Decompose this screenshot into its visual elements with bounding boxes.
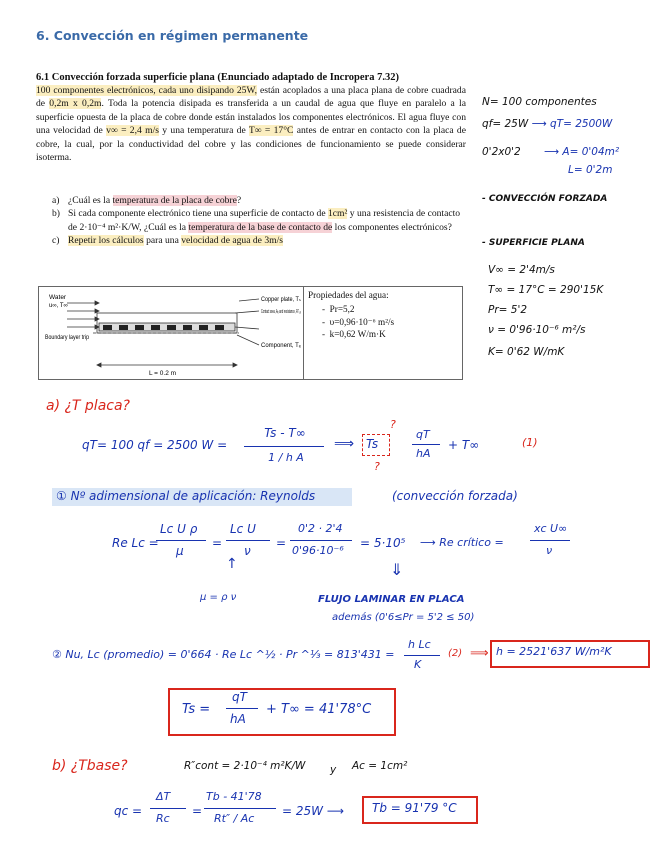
nu-frac-bar xyxy=(404,655,440,656)
highlight-area: 1cm² xyxy=(327,208,348,220)
eq1-numerator: Ts - T∞ xyxy=(264,426,306,440)
prandtl-range: además (0'6≤Pr = 5'2 ≤ 50) xyxy=(332,612,475,623)
part-a-title: a) ¿T placa? xyxy=(46,398,130,414)
question-list xyxy=(52,194,464,248)
highlight-dimensions: 0,2m x 0,2m xyxy=(49,98,102,110)
note-power: qf= 25W ⟶ qT= 2500W xyxy=(482,118,613,130)
re-f2-bar xyxy=(226,540,270,541)
eq1-denominator: 1 / h A xyxy=(268,451,304,464)
ts-frac-bar xyxy=(226,708,258,709)
highlight-repeat: Repetir los cálculos xyxy=(68,235,144,247)
part-b-title: b) ¿Tbase? xyxy=(52,758,128,774)
note-velocity: V∞ = 2'4m/s xyxy=(488,264,555,276)
boundary-label: Boundary layer trip xyxy=(45,335,90,341)
eq1-fraction-bar xyxy=(244,446,324,447)
note-components: N= 100 componentes xyxy=(482,96,597,108)
question-c: c) Repetir los cálculos para una velocidad de agua de 3m/s xyxy=(52,235,283,247)
properties-title: Propiedades del agua: xyxy=(308,290,389,300)
tb-result: Tb = 91'79 °C xyxy=(372,801,457,815)
re-critical: ⟶ Re crítico = xyxy=(420,536,504,549)
highlight-components: 100 componentes electrónicos, cada uno disipando 25W, xyxy=(36,85,258,96)
qc-f1-den: Rc xyxy=(156,812,170,825)
statement-text: . Toda la potencia disipada es transferida a un caudal de agua que fluye en paralelo a la superficie opuesta de la placa de cobre donde están instalados los componentes electrónicos. El agua fluye con una velocidad de xyxy=(36,98,466,137)
contact-label: Contact area, Aₑ and resistance, R″ₜ,ₑ xyxy=(261,309,301,315)
property-item: - υ=0,96·10⁻⁶ m²/s xyxy=(322,316,395,327)
eq1-ts: Ts xyxy=(366,437,379,451)
eq1-rest: + T∞ xyxy=(448,438,480,452)
property-item: - k=0,62 W/m·K xyxy=(322,329,386,340)
copper-label: Copper plate, Tₛ xyxy=(261,297,301,303)
note-viscosity: ν = 0'96·10⁻⁶ m²/s xyxy=(488,324,586,336)
re-f3-bar xyxy=(290,540,352,541)
step1-heading: ① Nº adimensional de aplicación: Reynolds xyxy=(56,489,316,503)
highlight-base-temp: temperatura de la base de contacto de xyxy=(188,221,333,233)
qc-f2-num: Tb - 41'78 xyxy=(206,790,262,803)
statement-text: antes de entrar en contacto con la placa de cobre, la cual, por la conductividad del cobre y las condiciones de funcionamiento se puede considerar isoterma. xyxy=(36,125,466,164)
re-crit-bar xyxy=(530,540,570,541)
eq1-arrow: ⟹ xyxy=(334,436,355,452)
re-f3-num: 0'2 · 2'4 xyxy=(298,522,343,535)
ts-frac-den: hA xyxy=(230,712,246,726)
re-f1-bar xyxy=(156,540,206,541)
question-b: b) Si cada componente electrónico tiene una superficie de contacto de 1cm² y una resistencia de contacto de 2·10⁻⁴ m²·K/W, ¿Cuál es la temperatura de la base de contacto de los componentes electrónicos? xyxy=(52,208,461,233)
highlight-water-speed: velocidad de agua de 3m/s xyxy=(181,235,283,247)
re-crit-den: ν xyxy=(546,544,553,557)
note-dims: 0'2x0'2 xyxy=(482,146,521,158)
highlight-plate-temp: temperatura de la placa de cobre xyxy=(112,195,237,206)
step2-nusselt: ② Nu, Lc (promedio) = 0'664 · Re Lc ^½ · Pr ^⅓ = 813'431 = xyxy=(52,648,395,661)
qc-f2-den: Rt″ / Ac xyxy=(214,812,255,825)
qc-f2-bar xyxy=(204,808,276,809)
h-result: h = 2521'637 W/m²K xyxy=(496,645,612,658)
qc-f1-bar xyxy=(150,808,186,809)
highlight-temperature: T∞ = 17°C xyxy=(248,125,294,137)
note-length: L= 0'2m xyxy=(568,164,613,176)
contact-resistance: R″cont = 2·10⁻⁴ m²K/W xyxy=(184,760,306,772)
component-label: Component, Tₑ xyxy=(261,343,302,349)
question-a: a) ¿Cuál es la temperatura de la placa de cobre? xyxy=(52,195,242,206)
re-f3-den: 0'96·10⁻⁶ xyxy=(292,544,344,557)
highlight-velocity: v∞ = 2,4 m/s xyxy=(106,125,159,137)
water-sub-label: u∞, T∞ xyxy=(49,303,68,309)
problem-statement xyxy=(36,84,466,164)
note-conductivity: K= 0'62 W/mK xyxy=(488,346,565,358)
contact-area: Ac = 1cm² xyxy=(352,760,408,772)
plate-diagram xyxy=(39,287,303,379)
ts-frac-num: qT xyxy=(232,690,247,704)
water-properties xyxy=(302,286,463,380)
eq2-tag: (2) xyxy=(448,648,463,659)
note-forced-convection: - CONVECCIÓN FORZADA xyxy=(482,194,608,204)
re-f2-den: ν xyxy=(244,544,251,558)
section-title: 6. Convección en régimen permanente xyxy=(36,28,309,43)
ts-result-lhs: Ts = xyxy=(182,702,211,717)
property-item: - Pr=5,2 xyxy=(322,304,355,315)
eq1-frac-bar xyxy=(412,444,440,445)
re-f1-den: μ xyxy=(176,544,184,558)
re-f1-num: Lc U ρ xyxy=(160,522,198,536)
eq1-frac-den: hA xyxy=(416,447,431,460)
flow-regime: FLUJO LAMINAR EN PLACA xyxy=(318,594,465,605)
statement-text: y una temperatura de xyxy=(158,125,249,137)
nu-frac-den: K xyxy=(414,658,422,671)
problem-figure xyxy=(38,286,304,380)
step1-note: (convección forzada) xyxy=(392,489,518,503)
note-area: ⟶ A= 0'04m² xyxy=(544,146,620,158)
note-flat-surface: - SUPERFICIE PLANA xyxy=(482,238,585,248)
problem-heading: 6.1 Convección forzada superficie plana (Enunciado adaptado de Incropera 7.32) xyxy=(36,72,399,83)
eq1-tag: (1) xyxy=(522,436,538,449)
qc-f1-num: ΔT xyxy=(156,790,171,803)
length-label: L = 0.2 m xyxy=(149,370,177,377)
mu-relation: μ = ρ ν xyxy=(200,592,237,603)
question-mark: ? xyxy=(390,418,396,431)
and-word: y xyxy=(330,764,337,776)
water-label: Water xyxy=(49,294,67,301)
re-value: = 5·10⁵ xyxy=(360,536,406,550)
ts-result-rest: + T∞ = 41'78°C xyxy=(266,702,372,717)
eq1-left: qT= 100 qf = 2500 W = xyxy=(82,438,228,452)
qc-lhs: qc = xyxy=(114,804,143,818)
statement-text: están acoplados a una placa plana de cobre cuadrada de xyxy=(36,85,466,110)
re-f2-num: Lc U xyxy=(230,522,256,536)
question-mark: ? xyxy=(374,460,380,473)
note-prandtl: Pr= 5'2 xyxy=(488,304,528,316)
re-lhs: Re Lc = xyxy=(112,536,159,550)
nu-frac-num: h Lc xyxy=(408,638,431,651)
qc-equals: = 25W ⟶ xyxy=(282,804,345,818)
note-temperature: T∞ = 17°C = 290'15K xyxy=(488,284,604,296)
re-crit-num: xc U∞ xyxy=(534,522,568,535)
eq1-frac-num: qT xyxy=(416,428,430,441)
